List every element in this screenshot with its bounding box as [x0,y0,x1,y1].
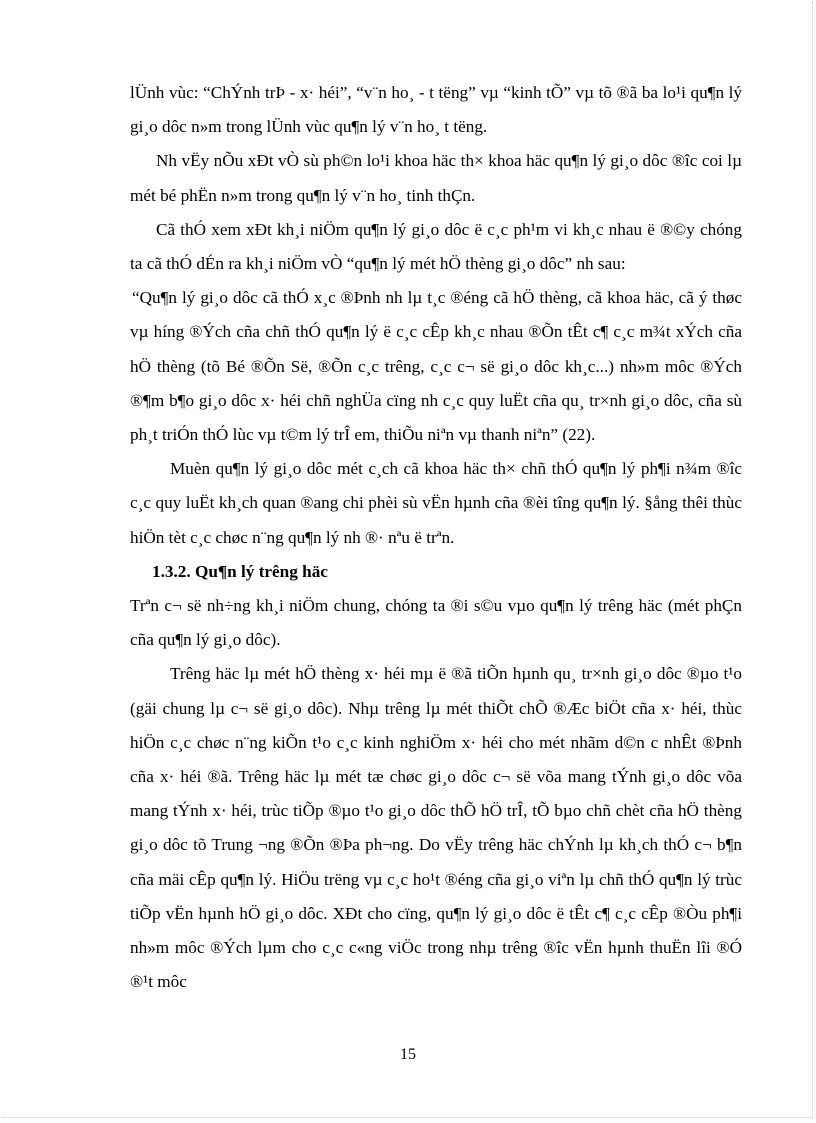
paragraph-scientific-management: Muèn qu¶n lý gi¸o dôc mét c¸ch cã khoa häc th× chñ thÓ qu¶n lý ph¶i n¾m ®îc c¸c quy luËt kh¸ch quan ®ang chi phèi sù vËn hµnh cña ®èi tîng qu¶n lý. §ång thêi thùc hiÖn tèt c¸c chøc n¨ng qu¶n lý nh ®· nªu ë trªn. [130,459,742,547]
page-right-border [812,2,813,1118]
paragraph-classification: Nh vËy nÕu xÐt vÒ sù ph©n lo¹i khoa häc th× khoa häc qu¶n lý gi¸o dôc ®îc coi lµ mét bé phËn n»m trong qu¶n lý v¨n ho¸ tinh thÇn. [130,151,742,205]
paragraph-concept: Cã thÓ xem xÐt kh¸i niÖm qu¶n lý gi¸o dôc ë c¸c ph¹m vi kh¸c nhau ë ®©y chóng ta cã thÓ dÉn ra kh¸i niÖm vÒ “qu¶n lý mét hÖ thèng gi¸o dôc” nh sau: [130,219,742,274]
paragraph-continuation: lÜnh vùc: “ChÝnh trÞ - x· héi”, “v¨n ho¸ - t tëng” vµ “kinh tÕ” vµ tõ ®ã ba lo¹i qu¶n lý gi¸o dôc n»m trong lÜnh vùc qu¶n lý v¨n ho¸ t tëng. [130,83,742,137]
paragraph-quotation: “Qu¶n lý gi¸o dôc cã thÓ x¸c ®Þnh nh lµ t¸c ®éng cã hÖ thèng, cã khoa häc, cã ý thøc vµ híng ®Ých cña chñ thÓ qu¶n lý ë c¸c cÊp kh¸c nhau ®Õn tÊt c¶ c¸c m¾t xÝch cña hÖ thèng (tõ Bé ®Õn Së, ®Õn c¸c trêng, c¸c c¬ së gi¸o dôc kh¸c...) nh»m môc ®Ých ®¶m b¶o gi¸o dôc x· héi chñ nghÜa cïng nh c¸c quy luËt cña qu¸ tr×nh gi¸o dôc, cña sù ph¸t triÓn thÓ lùc vµ t©m lý trÎ em, thiÕu niªn vµ thanh niªn” (22). [130,288,742,445]
body-text [130,76,742,999]
page-bottom-border [2,1117,813,1118]
paragraph-school-system: Trêng häc lµ mét hÖ thèng x· héi mµ ë ®ã tiÕn hµnh qu¸ tr×nh gi¸o dôc ®µo t¹o (gäi chung lµ c¬ së gi¸o dôc). Nhµ trêng lµ mét thiÕt chÕ ®Æc biÖt cña x· héi, thùc hiÖn c¸c chøc n¨ng kiÕn t¹o c¸c kinh nghiÖm x· héi cho mét nhãm d©n c nhÊt ®Þnh cña x· héi ®ã. Trêng häc lµ mét tæ chøc gi¸o dôc c¬ së võa mang tÝnh gi¸o dôc võa mang tÝnh x· héi, trùc tiÕp ®µo t¹o gi¸o dôc thÕ hÖ trÎ, tÕ bµo chñ chèt cña hÖ thèng gi¸o dôc tõ Trung ¬ng ®Õn ®Þa ph¬ng. Do vËy trêng häc chÝnh lµ kh¸ch thÓ c¬ b¶n cña mäi cÊp qu¶n lý. HiÖu trëng vµ c¸c ho¹t ®éng cña gi¸o viªn lµ chñ thÓ qu¶n lý trùc tiÕp vËn hµnh hÖ gi¸o dôc. XÐt cho cïng, qu¶n lý gi¸o dôc ë tÊt c¶ c¸c cÊp ®Òu ph¶i nh»m môc ®Ých lµm cho c¸c c«ng viÖc trong nhµ trêng ®îc vËn hµnh thuËn lîi ®Ó ®¹t môc [130,664,742,992]
page-number: 15 [400,1046,416,1063]
paragraph-school-intro: Trªn c¬ së nh÷ng kh¸i niÖm chung, chóng ta ®i s©u vµo qu¶n lý trêng häc (mét phÇn cña qu¶n lý gi¸o dôc). [130,596,742,650]
section-heading: 1.3.2. Qu¶n lý trêng häc [152,561,328,581]
